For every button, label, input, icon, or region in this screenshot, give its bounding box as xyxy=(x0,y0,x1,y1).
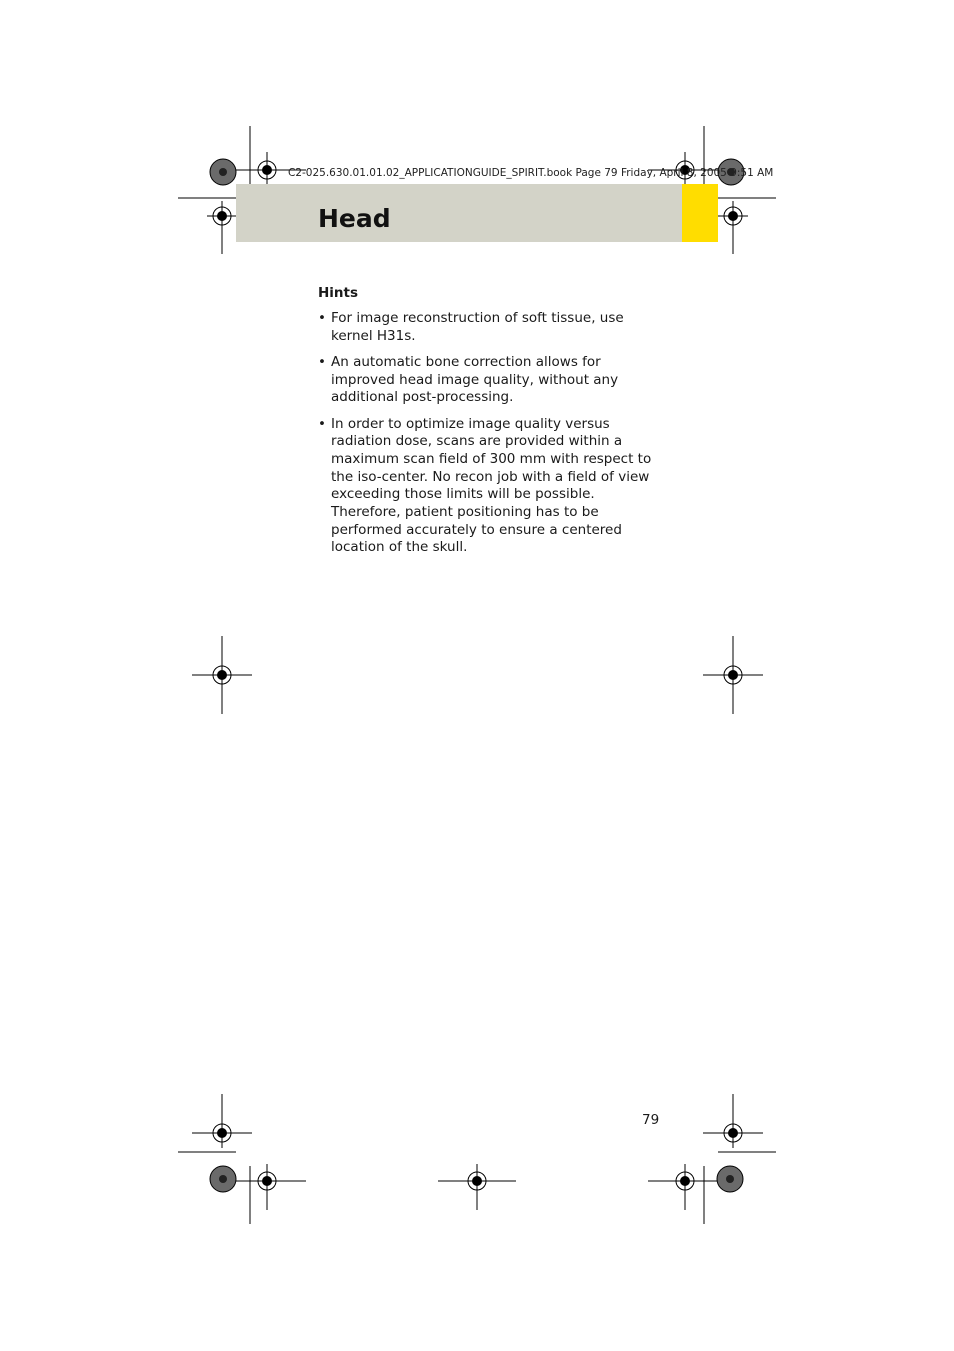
color-target-icon xyxy=(210,159,236,185)
chapter-header-band xyxy=(236,184,682,242)
section-title: Hints xyxy=(318,285,359,301)
page-title: Head xyxy=(318,204,391,233)
hints-list xyxy=(318,310,663,566)
color-target-icon xyxy=(210,1166,236,1192)
list-item xyxy=(318,416,663,558)
bullet-icon: • xyxy=(318,310,326,326)
page-number: 79 xyxy=(642,1112,660,1128)
list-item-text: In order to optimize image quality versus radiation dose, scans are provided within a maximum scan field of 300 mm with respect to the iso-center. No recon job with a field of view exceeding those limits will be possible. Therefore, patient positioning has to be performed accurately to ensure a centered location of the skull. xyxy=(331,415,652,556)
list-item xyxy=(318,354,663,407)
color-target-icon xyxy=(717,1166,743,1192)
list-item-text: For image reconstruction of soft tissue, use kernel H31s. xyxy=(331,310,624,344)
bullet-icon: • xyxy=(318,353,326,370)
list-item-text: An automatic bone correction allows for improved head image quality, without any additional post-processing. xyxy=(331,353,619,406)
list-item xyxy=(318,310,663,345)
bullet-icon: • xyxy=(318,415,326,432)
chapter-thumb-tab xyxy=(682,184,718,242)
print-slug: C2-025.630.01.01.02_APPLICATIONGUIDE_SPIRIT.book Page 79 Friday, April 8, 2005 9:51 AM xyxy=(288,167,774,179)
